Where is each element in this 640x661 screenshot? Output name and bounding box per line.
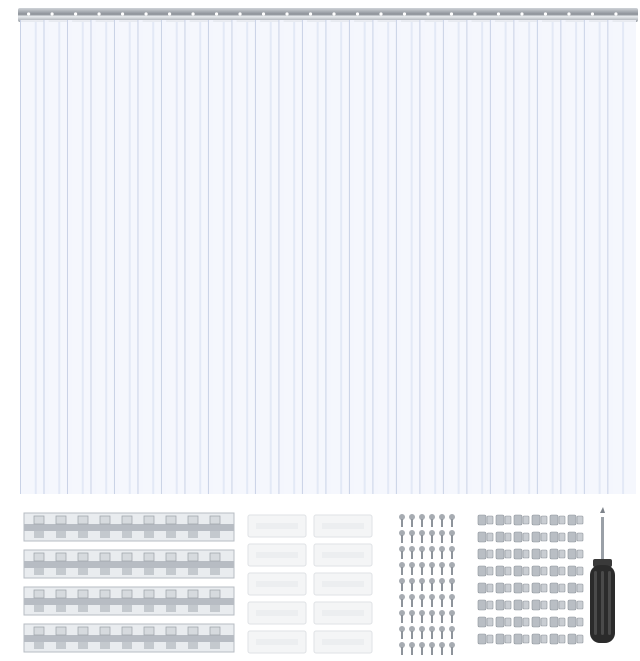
- screw-icon: [439, 610, 445, 623]
- screw-icon: [429, 578, 435, 591]
- bolt-icon: [514, 617, 529, 627]
- bolt-icon: [550, 566, 565, 576]
- screw-icon: [439, 578, 445, 591]
- screw-icon: [439, 642, 445, 655]
- bolt-icon: [568, 549, 583, 559]
- screw-icon: [409, 562, 415, 575]
- screw-icon: [399, 514, 405, 527]
- mounting-rail-icon: [24, 624, 234, 652]
- screw-icon: [429, 626, 435, 639]
- screw-icon: [449, 514, 455, 527]
- bolt-icon: [568, 515, 583, 525]
- screw-icon: [399, 642, 405, 655]
- screw-icon: [409, 642, 415, 655]
- strip-clip-icon: [248, 631, 306, 653]
- screw-icon: [439, 514, 445, 527]
- bolt-icon: [496, 617, 511, 627]
- screw-icon: [439, 626, 445, 639]
- bolt-icon: [568, 617, 583, 627]
- hardware-kit: [0, 505, 640, 661]
- screw-icon: [449, 578, 455, 591]
- bolt-icon: [514, 515, 529, 525]
- bolt-icon: [478, 532, 493, 542]
- screw-icon: [419, 530, 425, 543]
- screw-icon: [399, 610, 405, 623]
- screw-icon: [429, 610, 435, 623]
- screw-icon: [419, 578, 425, 591]
- bolt-icon: [478, 515, 493, 525]
- screw-icon: [399, 578, 405, 591]
- strip-clip-icon: [314, 631, 372, 653]
- screw-icon: [409, 594, 415, 607]
- bolt-icon: [568, 532, 583, 542]
- screw-icon: [429, 546, 435, 559]
- bolt-icon: [478, 583, 493, 593]
- strip-clip-icon: [314, 515, 372, 537]
- screws-group: [399, 514, 455, 655]
- pvc-strip-curtain: [20, 8, 636, 494]
- bolt-icon: [496, 549, 511, 559]
- screw-icon: [419, 562, 425, 575]
- bolt-icon: [550, 532, 565, 542]
- bolt-icon: [532, 634, 547, 644]
- bolt-icon: [478, 549, 493, 559]
- bolt-icon: [478, 634, 493, 644]
- curtain-strip: [607, 12, 636, 494]
- bolt-icon: [532, 515, 547, 525]
- bolt-icon: [514, 549, 529, 559]
- screwdriver-icon: [590, 507, 615, 643]
- screw-icon: [449, 626, 455, 639]
- bolt-icon: [550, 515, 565, 525]
- bolt-icon: [514, 566, 529, 576]
- bolt-icon: [550, 583, 565, 593]
- mounting-rail-icon: [24, 550, 234, 578]
- screw-icon: [409, 546, 415, 559]
- bolt-icon: [496, 566, 511, 576]
- strip-clip-icon: [248, 602, 306, 624]
- bolt-icon: [550, 600, 565, 610]
- bolt-icon: [568, 566, 583, 576]
- bolt-icon: [496, 634, 511, 644]
- bolt-icon: [496, 515, 511, 525]
- bolt-icon: [478, 617, 493, 627]
- screw-icon: [429, 642, 435, 655]
- bolt-icon: [532, 600, 547, 610]
- screw-icon: [449, 562, 455, 575]
- screw-icon: [419, 514, 425, 527]
- screw-icon: [419, 610, 425, 623]
- bolt-icon: [478, 566, 493, 576]
- bolt-icon: [568, 583, 583, 593]
- screw-icon: [399, 546, 405, 559]
- screw-icon: [419, 626, 425, 639]
- screw-icon: [399, 594, 405, 607]
- strip-clips-group: [248, 515, 372, 653]
- screw-icon: [429, 514, 435, 527]
- strip-clip-icon: [248, 515, 306, 537]
- bolt-icon: [532, 549, 547, 559]
- strip-clip-icon: [314, 544, 372, 566]
- screw-icon: [429, 594, 435, 607]
- screw-icon: [419, 594, 425, 607]
- screw-icon: [419, 642, 425, 655]
- screw-icon: [449, 546, 455, 559]
- strip-clip-icon: [314, 573, 372, 595]
- bolt-icon: [532, 583, 547, 593]
- screw-icon: [449, 610, 455, 623]
- bolt-icon: [514, 634, 529, 644]
- bolt-icon: [550, 549, 565, 559]
- screw-icon: [409, 578, 415, 591]
- strip-clip-icon: [248, 573, 306, 595]
- screw-icon: [399, 562, 405, 575]
- bolt-icon: [496, 600, 511, 610]
- strip-clip-icon: [314, 602, 372, 624]
- screw-icon: [409, 610, 415, 623]
- screw-icon: [439, 562, 445, 575]
- bolts-group: [478, 515, 583, 644]
- screw-icon: [409, 626, 415, 639]
- mounting-rail-icon: [24, 513, 234, 541]
- bolt-icon: [532, 617, 547, 627]
- screw-icon: [399, 626, 405, 639]
- bolt-icon: [514, 583, 529, 593]
- screw-icon: [409, 514, 415, 527]
- screw-icon: [429, 562, 435, 575]
- bolt-icon: [568, 634, 583, 644]
- bolt-icon: [532, 566, 547, 576]
- bolt-icon: [550, 617, 565, 627]
- screw-icon: [439, 530, 445, 543]
- screw-icon: [399, 530, 405, 543]
- screw-icon: [419, 546, 425, 559]
- screw-icon: [449, 642, 455, 655]
- screw-icon: [449, 594, 455, 607]
- bolt-icon: [496, 583, 511, 593]
- mounting-rails-group: [24, 513, 234, 652]
- screw-icon: [409, 530, 415, 543]
- bolt-icon: [568, 600, 583, 610]
- bolt-icon: [550, 634, 565, 644]
- bolt-icon: [514, 532, 529, 542]
- bolt-icon: [514, 600, 529, 610]
- bolt-icon: [496, 532, 511, 542]
- strip-clip-icon: [248, 544, 306, 566]
- screw-icon: [439, 546, 445, 559]
- mounting-rail-icon: [24, 587, 234, 615]
- bolt-icon: [532, 532, 547, 542]
- screw-icon: [449, 530, 455, 543]
- screw-icon: [439, 594, 445, 607]
- screw-icon: [429, 530, 435, 543]
- bolt-icon: [478, 600, 493, 610]
